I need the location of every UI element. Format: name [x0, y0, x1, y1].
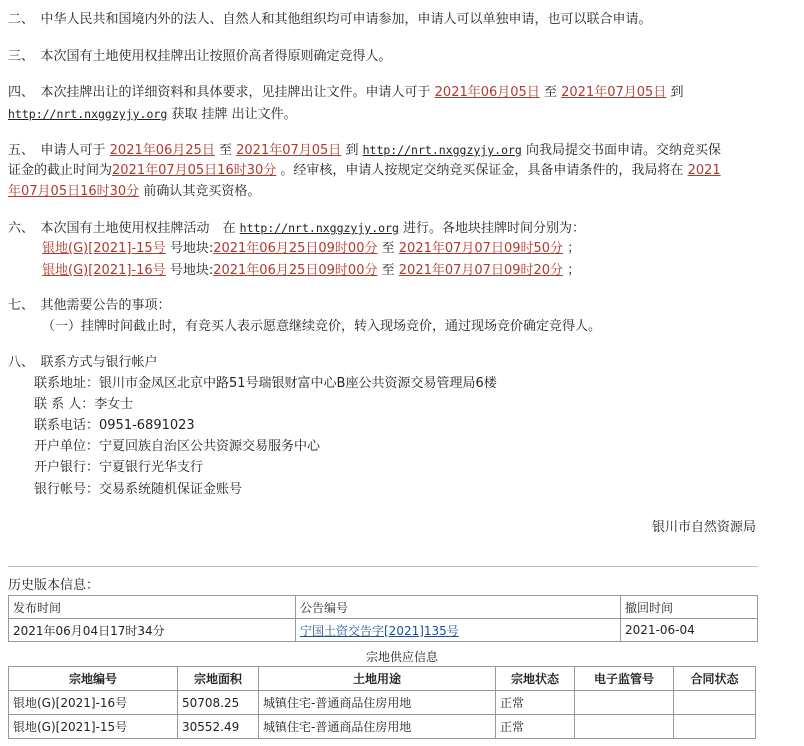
column-header: 宗地编号: [9, 667, 178, 691]
section-3: 三、 本次国有土地使用权挂牌出让按照价高者得原则确定竞得人。: [8, 49, 392, 64]
parcel-code: 银地(G)[2021]-16号: [42, 263, 166, 278]
bank-name: 开户银行：宁夏银行光华支行: [34, 460, 204, 475]
parcel-start: 2021年06月25日09时00分: [213, 263, 378, 278]
table-row: [9, 619, 758, 642]
section-5-date-start: 2021年06月25日: [109, 143, 215, 158]
table-row: [9, 691, 756, 715]
to-word: 到: [670, 85, 684, 100]
section-5-post: 向我局提交书面申请。交纳竞买保: [525, 143, 721, 158]
table-row: [9, 715, 756, 739]
parcel-code: 银地(G)[2021]-15号: [42, 241, 166, 256]
parcel-code-cell: 银地(G)[2021]-16号: [9, 691, 178, 715]
section-5-line3: [8, 183, 260, 201]
parcel-start: 2021年06月25日09时00分: [213, 241, 378, 256]
history-title: 历史版本信息：: [8, 578, 100, 593]
notice-number-link[interactable]: 宁国土资交告字[2021]135号: [300, 623, 459, 638]
column-header: 宗地面积: [178, 667, 259, 691]
supervision-no-cell: [575, 715, 674, 739]
supply-header-row: [9, 667, 756, 691]
land-use-cell: 城镇住宅-普通商品住房用地: [259, 691, 496, 715]
column-header: 撤回时间: [621, 596, 758, 619]
section-4-text: 四、 本次挂牌出让的详细资料和具体要求，见挂牌出让文件。申请人可于: [8, 85, 431, 100]
contact-address: 联系地址：银川市金凤区北京中路51号瑞银财富中心B座公共资源交易管理局6楼: [34, 376, 497, 391]
publish-time-cell: 2021年06月04日17时34分: [9, 619, 296, 642]
account-holder: 开户单位：宁夏回族自治区公共资源交易服务中心: [34, 439, 321, 454]
column-header: 电子监管号: [575, 667, 674, 691]
parcel-end: 2021年07月07日09时20分: [398, 263, 564, 278]
section-6-url-link[interactable]: http://nrt.nxggzyjy.org: [239, 221, 399, 235]
bank-account: 银行帐号：交易系统随机保证金账号: [34, 482, 243, 497]
withdraw-time-cell: 2021-06-04: [621, 619, 758, 642]
to-word: 至: [381, 263, 395, 278]
section-5-deadline: 2021年07月05日16时30分: [112, 163, 277, 178]
parcel-area-cell: 50708.25: [178, 691, 259, 715]
section-5-confirm-date-part1: 2021: [687, 163, 721, 178]
section-7-title: 七、 其他需要公告的事项：: [8, 298, 171, 313]
supply-table: [8, 666, 756, 739]
section-4-url-link[interactable]: http://nrt.nxggzyjy.org: [8, 107, 168, 121]
parcel-status-cell: 正常: [496, 691, 575, 715]
section-6-item-2: [42, 262, 580, 280]
supply-title: 宗地供应信息: [365, 650, 438, 664]
section-4-post: 获取 挂牌 出让文件。: [171, 107, 297, 122]
contact-phone: 联系电话：0951-6891023: [34, 418, 195, 433]
divider: [8, 566, 758, 567]
supervision-no-cell: [575, 691, 674, 715]
section-6-text: 六、 本次国有土地使用权挂牌活动 在: [8, 221, 236, 236]
section-5-text: 五、 申请人可于: [8, 143, 106, 158]
to-word: 至: [543, 85, 557, 100]
column-header: 宗地状态: [496, 667, 575, 691]
parcel-label: 号地块:: [169, 263, 214, 278]
section-7-item: （一）挂牌时间截止时，有竞买人表示愿意继续竞价，转入现场竞价，通过现场竞价确定竞得人。: [42, 319, 602, 334]
separator: ；: [567, 241, 581, 256]
section-8-title: 八、 联系方式与银行帐户: [8, 355, 158, 370]
column-header: 合同状态: [674, 667, 756, 691]
parcel-area-cell: 30552.49: [178, 715, 259, 739]
section-6-item-1: [42, 240, 580, 258]
section-5-line2: [8, 162, 721, 180]
section-5-line3-text: 前确认其竞买资格。: [143, 184, 261, 199]
section-5-date-end: 2021年07月05日: [236, 143, 342, 158]
section-6-line1: [8, 219, 585, 238]
history-header-row: [9, 596, 758, 619]
to-word: 至: [381, 241, 395, 256]
section-5-line1: [8, 141, 721, 160]
history-table: [8, 595, 758, 642]
column-header: 土地用途: [259, 667, 496, 691]
section-4-date-end: 2021年07月05日: [561, 85, 667, 100]
parcel-label: 号地块:: [169, 241, 214, 256]
to-word: 至: [218, 143, 232, 158]
section-5-deadline-label: 证金的截止时间为: [8, 163, 113, 178]
section-5-confirm-date-part2: 年07月05日16时30分: [8, 184, 140, 199]
separator: ；: [567, 263, 581, 278]
land-use-cell: 城镇住宅-普通商品住房用地: [259, 715, 496, 739]
column-header: 发布时间: [9, 596, 296, 619]
signature: 银川市自然资源局: [651, 520, 756, 535]
section-4-line2: [8, 105, 297, 124]
section-4-line1: [8, 84, 683, 102]
column-header: 公告编号: [296, 596, 621, 619]
section-5-url-link[interactable]: http://nrt.nxggzyjy.org: [362, 143, 522, 157]
section-4-date-start: 2021年06月05日: [434, 85, 540, 100]
parcel-code-cell: 银地(G)[2021]-15号: [9, 715, 178, 739]
parcel-end: 2021年07月07日09时50分: [398, 241, 564, 256]
section-5-line2-text: 。经审核，申请人按规定交纳竞买保证金，具备申请条件的，我局将在: [280, 163, 684, 178]
to-word: 到: [345, 143, 359, 158]
contact-person: 联 系 人：李女士: [34, 397, 134, 412]
section-2: 二、 中华人民共和国境内外的法人、自然人和其他组织均可申请参加，申请人可以单独申请，也可以联合申请。: [8, 12, 652, 27]
contract-status-cell: [674, 691, 756, 715]
contract-status-cell: [674, 715, 756, 739]
section-6-post: 进行。各地块挂牌时间分别为：: [403, 221, 586, 236]
parcel-status-cell: 正常: [496, 715, 575, 739]
